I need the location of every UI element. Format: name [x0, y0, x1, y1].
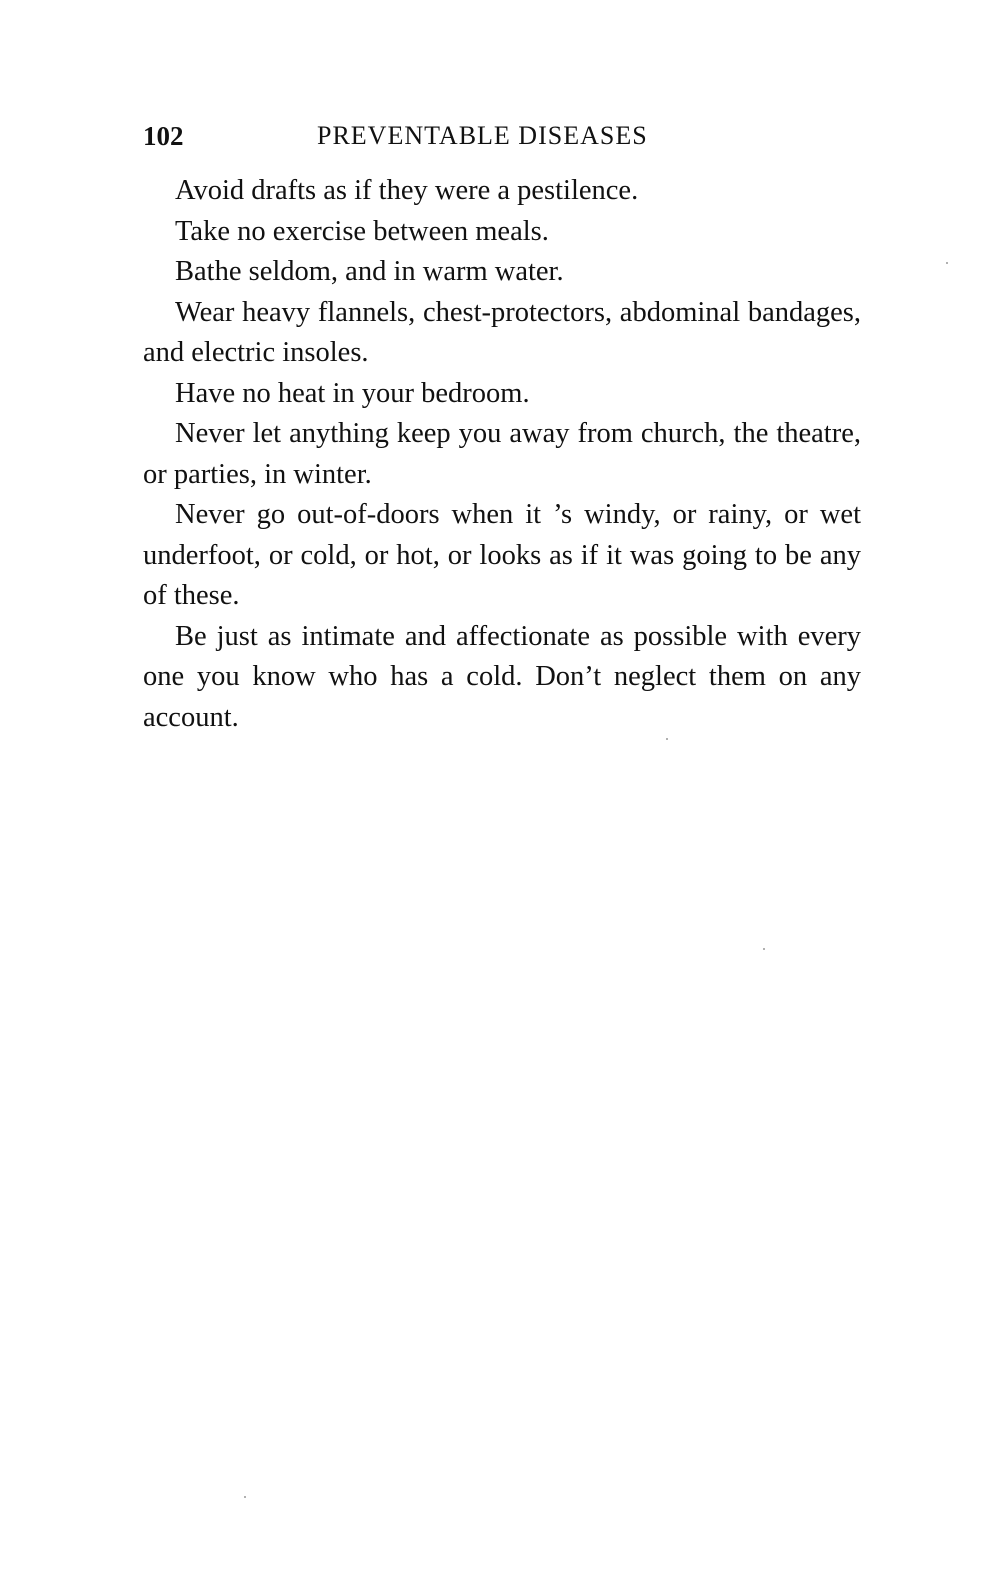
paragraph: Wear heavy flannels, chest-protectors, abdominal bandages, and electric insoles. [143, 296, 861, 368]
paragraph: Bathe seldom, and in warm water. [175, 256, 564, 287]
page-header [143, 116, 861, 156]
paper-speck [666, 738, 668, 740]
paragraph: Avoid drafts as if they were a pestilence. [175, 175, 639, 206]
paragraph: Have no heat in your bedroom. [175, 377, 530, 409]
paragraph: Take no exercise between meals. [175, 215, 549, 247]
paper-speck [946, 262, 948, 264]
running-head: PREVENTABLE DISEASES [317, 121, 648, 150]
paragraph: Be just as intimate and affectionate as possible with every one you know who has a cold. Don’t neglect them on any account. [143, 620, 861, 733]
paper-speck [763, 948, 765, 950]
paragraph: Never go out-of-doors when it ’s windy, or rainy, or wet underfoot, or cold, or hot, or looks as if it was going to be any of these. [143, 499, 861, 611]
paper-speck [244, 1496, 246, 1498]
body-text [143, 171, 861, 738]
page-number: 102 [143, 121, 184, 151]
paragraph: Never let anything keep you away from church, the theatre, or parties, in winter. [143, 418, 861, 490]
